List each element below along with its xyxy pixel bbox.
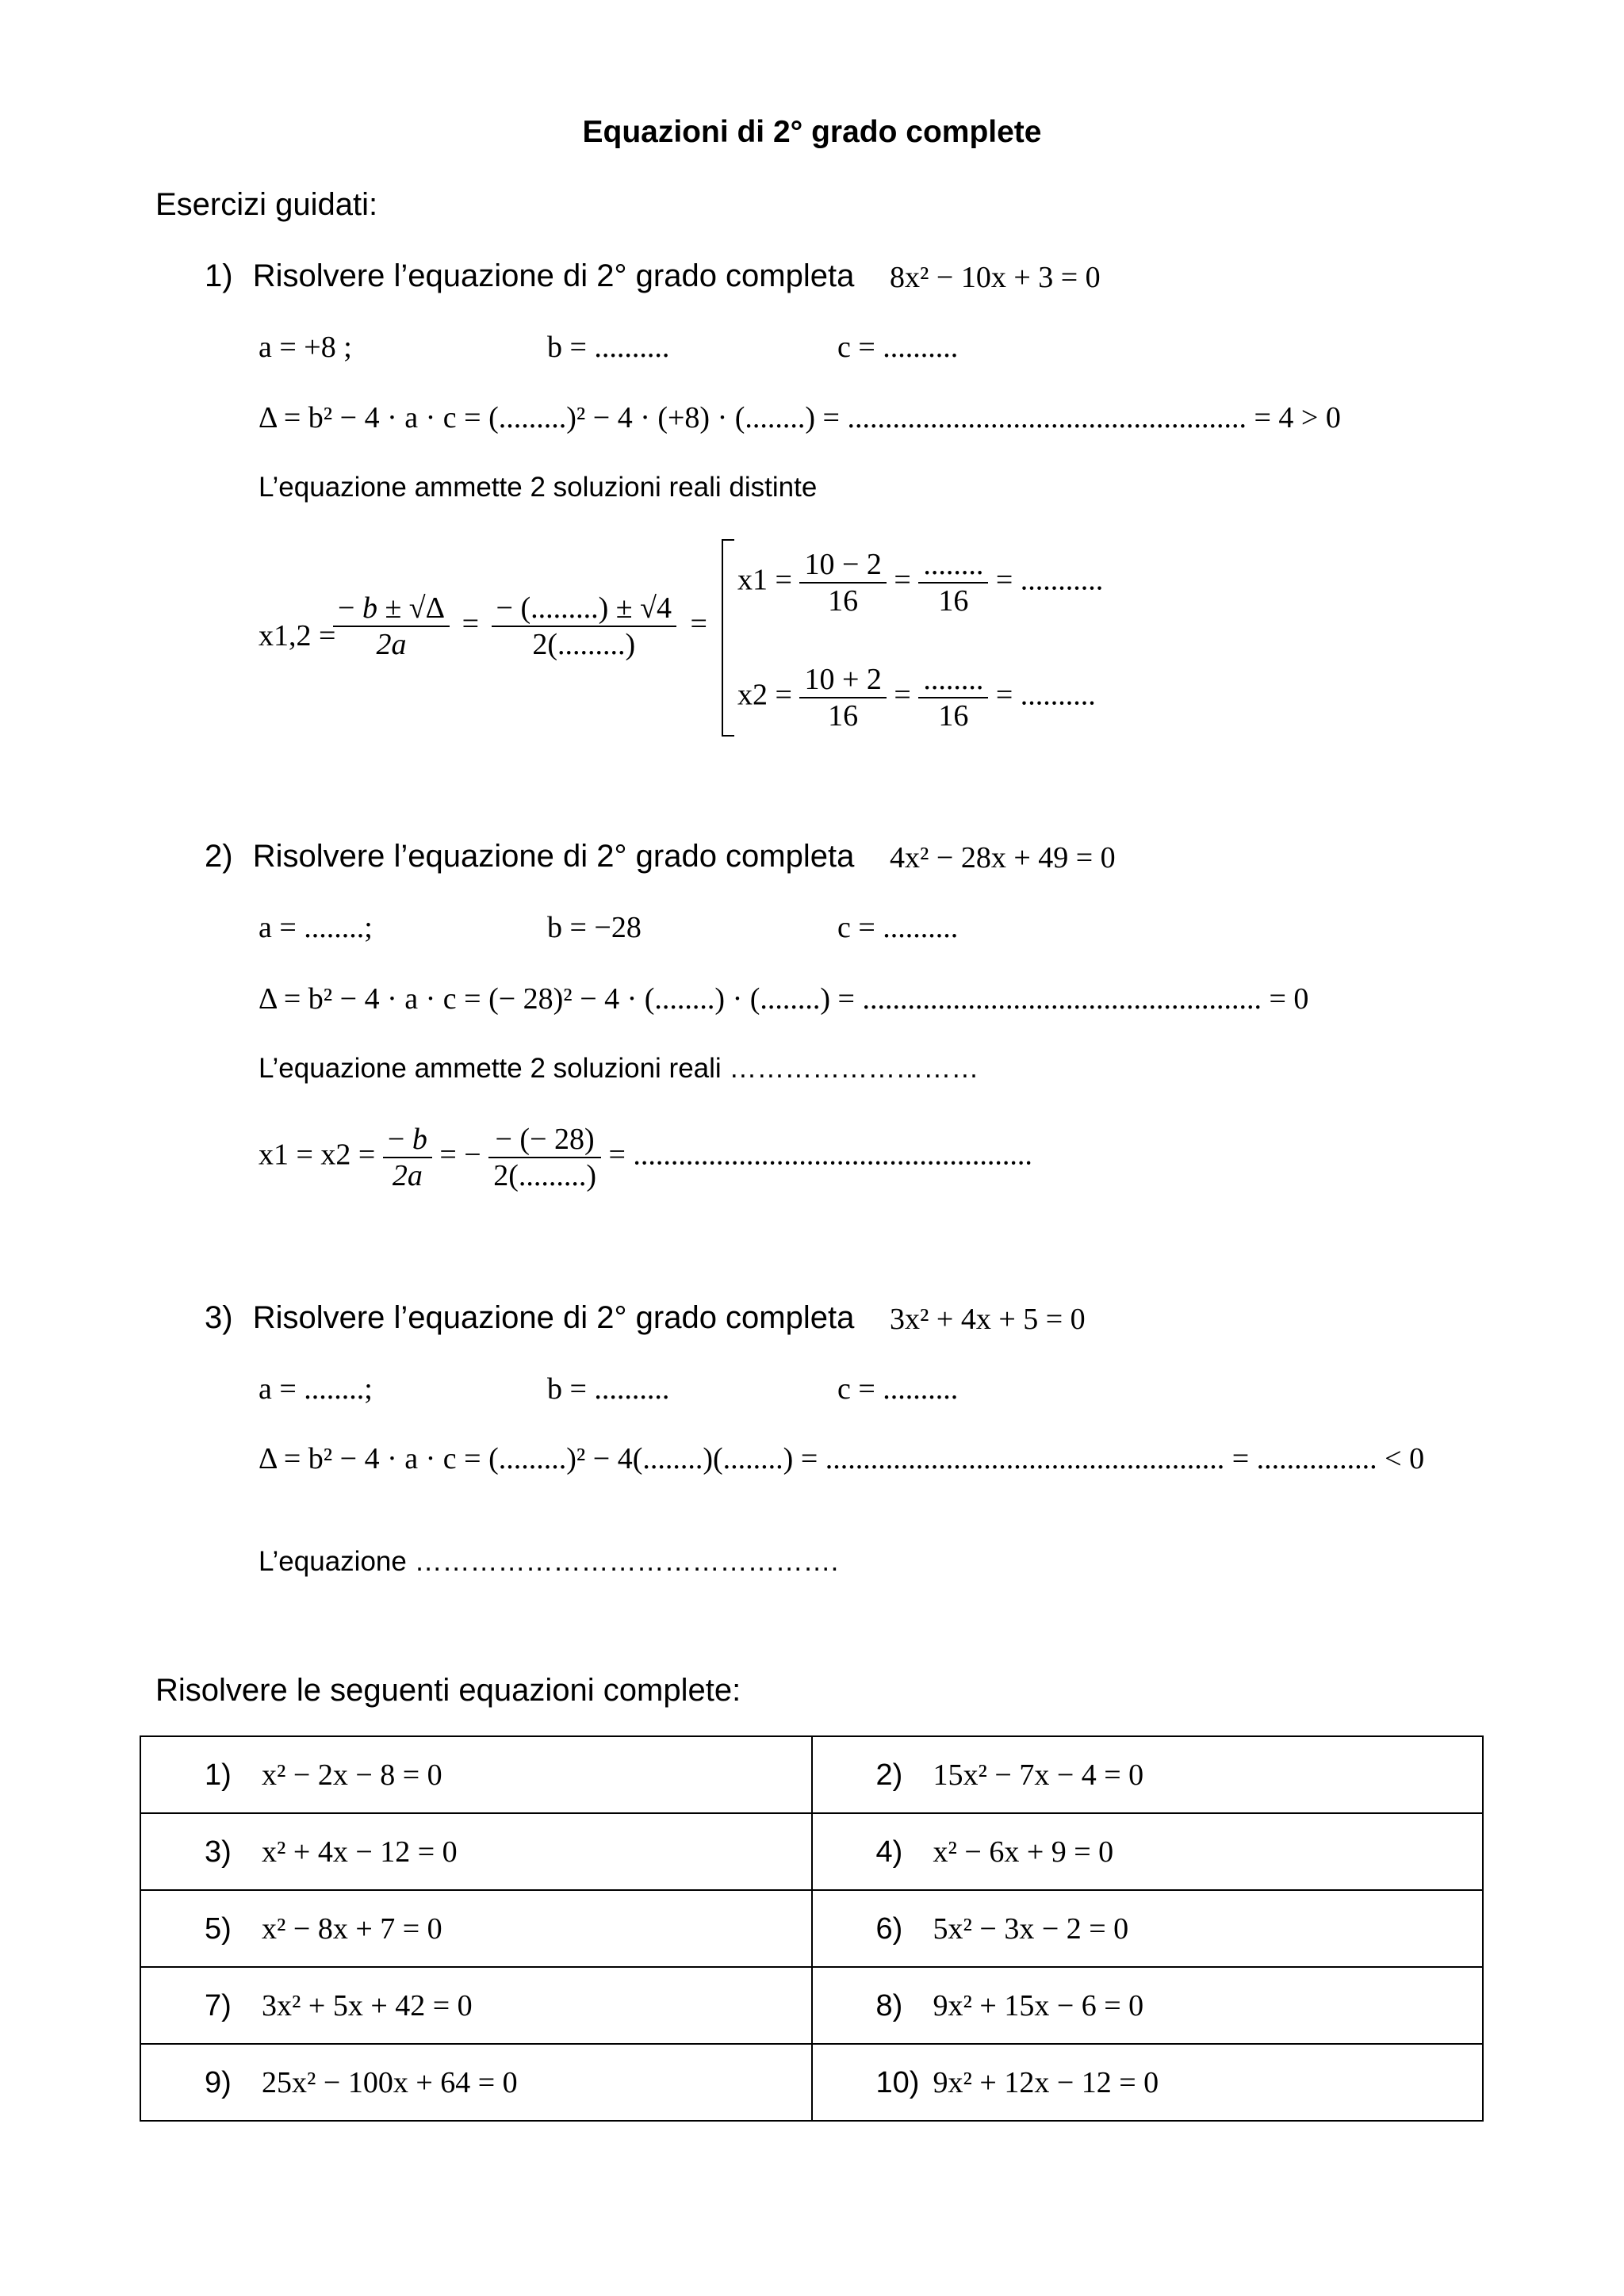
- exercise-equation: x² + 4x − 12 = 0: [262, 1835, 458, 1869]
- exercise-label: 2): [875, 1758, 903, 1792]
- ex2-substituted-fraction: $\frac{- (- 28)}{2(.........)}$: [488, 1122, 601, 1193]
- page-title: Equazioni di 2° grado complete: [582, 115, 1042, 149]
- exercise-equation: 25x² − 100x + 64 = 0: [262, 2065, 518, 2099]
- ex1-x12-label: x1,2 =: [259, 619, 336, 652]
- exercise-cell: [140, 1890, 812, 1967]
- x1-denominator: 16: [828, 584, 859, 618]
- exercise-equation: x² − 6x + 9 = 0: [933, 1835, 1114, 1869]
- exercise-label: 3): [205, 1835, 232, 1869]
- table-row: [140, 2044, 1483, 2121]
- ex2-equation: 4x² − 28x + 49 = 0: [890, 841, 1116, 874]
- x1-numerator: 10 − 2: [799, 547, 886, 584]
- exercise-label: 6): [875, 1911, 903, 1946]
- exercise-cell: [812, 1890, 1484, 1967]
- x2-denominator: 16: [828, 699, 859, 733]
- ex1-text: Risolvere l’equazione di 2° grado completa: [252, 258, 855, 293]
- exercise-cell: [812, 1813, 1484, 1890]
- x1-numerator-2: ........: [918, 547, 988, 584]
- formula-fraction: $\frac{- b \pm √\Delta}{2a}$: [333, 591, 450, 662]
- ex1-coeff-b: b = ..........: [547, 331, 670, 364]
- exercise-cell: [140, 1967, 812, 2044]
- ex3-text: Risolvere l’equazione di 2° grado completa: [252, 1300, 855, 1335]
- ex1-x2-row: x2 = $\frac{10 + 2}{16}$ = $\frac{........}{16}$ = ..........: [737, 663, 1096, 733]
- exercise-equation: 9x² + 12x − 12 = 0: [933, 2065, 1159, 2099]
- x1-denominator-2: 16: [938, 584, 969, 618]
- ex2-coeff-a: a = ........;: [259, 911, 373, 944]
- exercise-equation: 9x² + 15x − 6 = 0: [933, 1988, 1144, 2022]
- ex2-x-label: x1 = x2 =: [259, 1138, 376, 1172]
- ex1-coeff-a: a = +8 ;: [259, 331, 352, 364]
- ex3-coeff-c: c = ..........: [837, 1372, 959, 1406]
- table-row: [140, 1967, 1483, 2044]
- ex1-coeff-c: c = ..........: [837, 331, 959, 364]
- ex3-coeff-b: b = ..........: [547, 1372, 670, 1406]
- x1-result: = ...........: [995, 563, 1104, 597]
- exercise-cell: [812, 2044, 1484, 2121]
- ex3-equation: 3x² + 4x + 5 = 0: [890, 1303, 1086, 1336]
- exercise-label: 7): [205, 1988, 232, 2022]
- exercise-label: 5): [205, 1911, 232, 1946]
- ex1-equation: 8x² − 10x + 3 = 0: [890, 261, 1101, 294]
- exercise-label: 10): [875, 2065, 920, 2099]
- ex2-statement: L’equazione ammette 2 soluzioni reali ………………………: [259, 1053, 979, 1084]
- x2-label: x2 =: [737, 678, 792, 712]
- ex1-formula: $\frac{- b \pm √\Delta}{2a}$ = $\frac{- (.........) \pm √4}{2(.........)}$ =: [333, 591, 707, 662]
- ex1-prompt: [205, 258, 854, 294]
- x2-fraction: [799, 662, 886, 733]
- ex2-fraction: $\frac{- b}{2a}$: [383, 1122, 432, 1193]
- x2-numerator-2: ........: [918, 662, 988, 698]
- exercise-label: 4): [875, 1835, 903, 1869]
- table-row: [140, 1890, 1483, 1967]
- exercise-cell: [140, 2044, 812, 2121]
- ex2-number: 2): [205, 839, 233, 874]
- solution-bracket: [722, 539, 734, 737]
- ex2-coeff-b: b = −28: [547, 911, 642, 944]
- exercise-label: 9): [205, 2065, 232, 2099]
- x2-numerator: 10 + 2: [799, 662, 886, 698]
- ex1-x1-row: x1 = $\frac{10 - 2}{16}$ = $\frac{........}{16}$ = ...........: [737, 548, 1104, 618]
- exercise-cell: [812, 1736, 1484, 1813]
- ex2-delta: Δ = b² − 4 · a · c = (− 28)² − 4 · (........) · (........) = ..................................................... = 0: [259, 982, 1309, 1016]
- exercises-heading: Risolvere le seguenti equazioni complete:: [155, 1673, 741, 1708]
- exercise-equation: 15x² − 7x − 4 = 0: [933, 1758, 1144, 1792]
- exercises-table: [140, 1735, 1484, 2122]
- exercise-equation: x² − 8x + 7 = 0: [262, 1911, 442, 1946]
- x1-fraction-2: [918, 547, 988, 618]
- table-row: [140, 1813, 1483, 1890]
- exercise-equation: 5x² − 3x − 2 = 0: [933, 1911, 1129, 1946]
- x2-fraction-2: [918, 662, 988, 733]
- x2-result: = ..........: [995, 678, 1096, 712]
- exercise-equation: x² − 2x − 8 = 0: [262, 1758, 442, 1792]
- exercise-equation: 3x² + 5x + 42 = 0: [262, 1988, 473, 2022]
- table-row: [140, 1736, 1483, 1813]
- ex1-number: 1): [205, 258, 233, 293]
- ex2-prompt: [205, 839, 854, 874]
- exercise-cell: [140, 1813, 812, 1890]
- x2-denominator-2: 16: [938, 699, 969, 733]
- ex2-solution: x1 = x2 = $\frac{- b}{2a}$ = − $\frac{- (- 28)}{2(.........)}$ = .....................................................: [259, 1123, 1032, 1192]
- ex2-result: = .....................................................: [608, 1138, 1032, 1172]
- ex2-coeff-c: c = ..........: [837, 911, 959, 944]
- exercise-cell: [812, 1967, 1484, 2044]
- exercise-label: 8): [875, 1988, 903, 2022]
- ex3-coeff-a: a = ........;: [259, 1372, 373, 1406]
- ex3-number: 3): [205, 1300, 233, 1335]
- ex2-text: Risolvere l’equazione di 2° grado completa: [252, 839, 855, 874]
- ex1-statement: L’equazione ammette 2 soluzioni reali distinte: [259, 472, 818, 503]
- formula-substituted-fraction: $\frac{- (.........) \pm √4}{2(.........)}$: [492, 591, 676, 662]
- ex3-prompt: [205, 1300, 854, 1336]
- exercise-cell: [140, 1736, 812, 1813]
- guided-heading: Esercizi guidati:: [155, 187, 378, 222]
- ex3-delta: Δ = b² − 4 · a · c = (.........)² − 4(........)(........) = ..................................................... = ................ < 0: [259, 1442, 1425, 1475]
- x1-fraction: [799, 547, 886, 618]
- exercise-label: 1): [205, 1758, 232, 1792]
- ex1-delta: Δ = b² − 4 · a · c = (.........)² − 4 · (+8) · (........) = ..................................................... = 4 > 0: [259, 401, 1341, 434]
- x1-label: x1 =: [737, 563, 792, 597]
- ex3-statement: L’equazione ……………………………………….: [259, 1546, 839, 1577]
